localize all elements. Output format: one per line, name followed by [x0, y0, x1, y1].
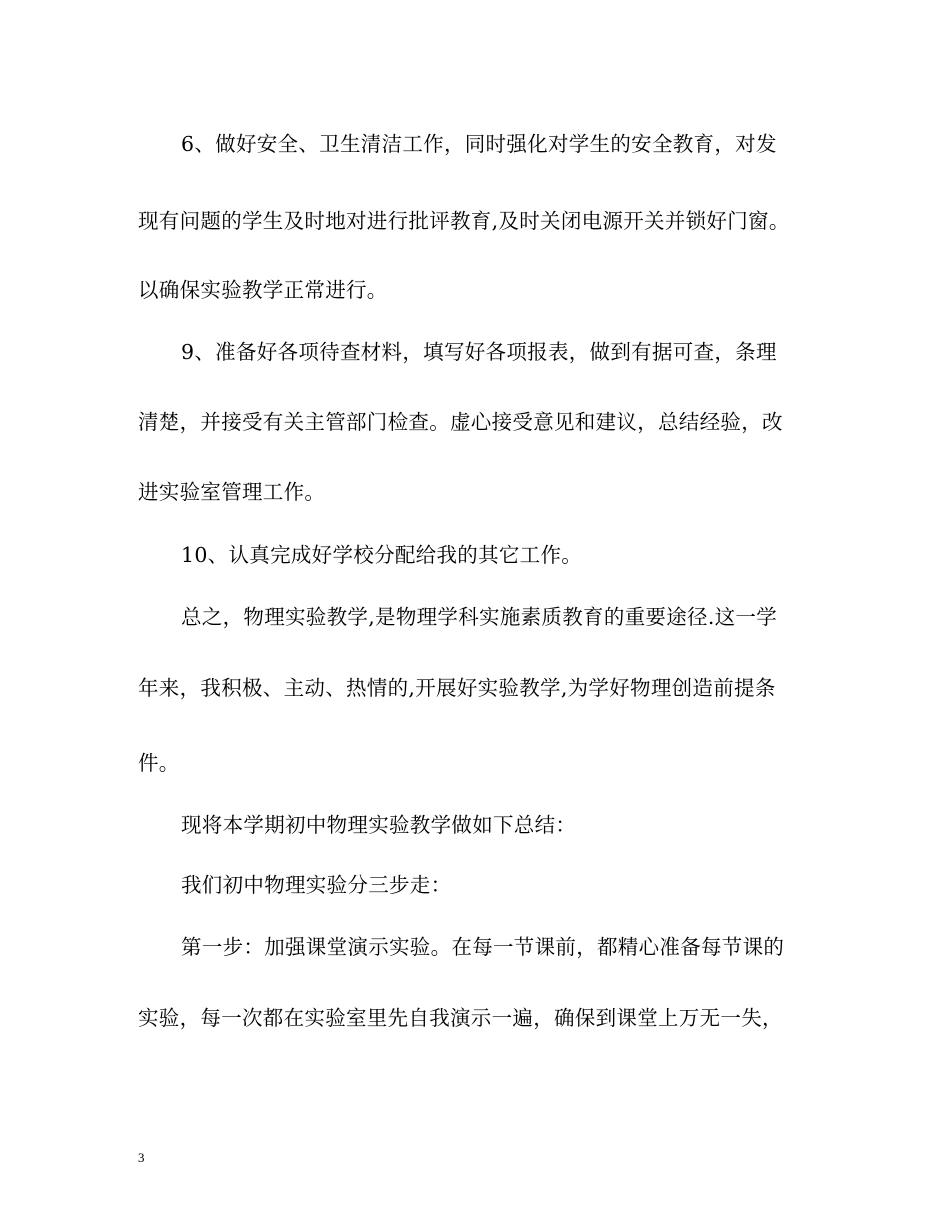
paragraph-line: 第一步：加强课堂演示实验。在每一节课前，都精心准备每节课的	[181, 935, 785, 959]
page-number: 3	[138, 1150, 145, 1165]
paragraph-line: 总之，物理实验教学,是物理学科实施素质教育的重要途径.这一学	[181, 605, 778, 629]
paragraph-line: 件。	[138, 751, 180, 775]
paragraph-line: 9、准备好各项待查材料，填写好各项报表，做到有据可查，条理	[181, 340, 777, 364]
paragraph-line: 实验，每一次都在实验室里先自我演示一遍，确保到课堂上万无一失，	[138, 1006, 783, 1030]
paragraph-line: 6、做好安全、卫生清洁工作，同时强化对学生的安全教育，对发	[181, 132, 777, 156]
paragraph-line: 现有问题的学生及时地对进行批评教育,及时关闭电源开关并锁好门窗。	[138, 209, 790, 233]
paragraph-line: 现将本学期初中物理实验教学做如下总结：	[181, 813, 577, 837]
paragraph-line: 清楚，并接受有关主管部门检查。虚心接受意见和建议，总结经验，改	[138, 410, 783, 434]
paragraph-line: 以确保实验教学正常进行。	[138, 278, 388, 302]
paragraph-line: 年来，我积极、主动、热情的,开展好实验教学,为学好物理创造前提条	[138, 676, 776, 700]
paragraph-line: 我们初中物理实验分三步走：	[181, 873, 452, 897]
paragraph-line: 进实验室管理工作。	[138, 480, 326, 504]
paragraph-line: 10、认真完成好学校分配给我的其它工作。	[181, 543, 583, 567]
